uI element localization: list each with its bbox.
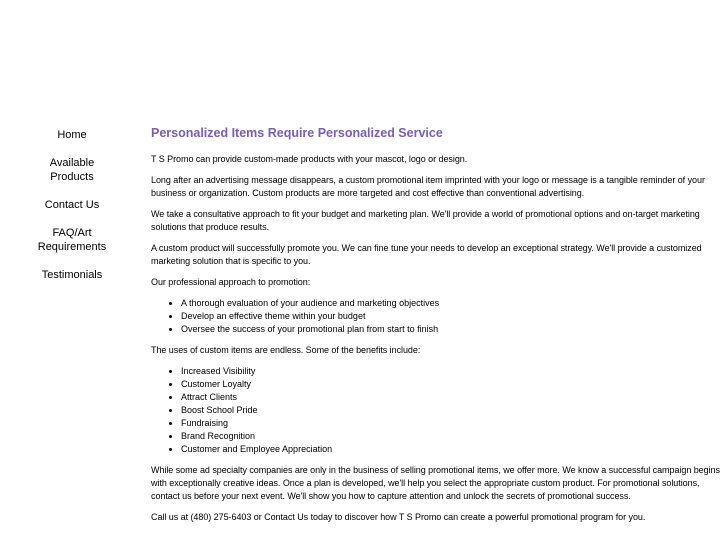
nav-contact-us-label: Contact Us bbox=[44, 199, 100, 211]
sidebar-nav bbox=[14, 128, 130, 296]
approach-heading: Our professional approach to promotion: bbox=[151, 277, 311, 287]
list-item: • Customer Loyalty bbox=[181, 378, 721, 391]
benefits-heading: The uses of custom items are endless. Some of the benefits include: bbox=[151, 345, 421, 355]
list-item: • Increased Visibility bbox=[181, 365, 721, 378]
creative-ideas-paragraph: While some ad specialty companies are only in the business of selling promotional items, we offer more. We know a successful campaign begins with exceptionally creative ideas. Once a plan is developed, we'll help you select the appropriate custom product. For promotional solutions, contact us before your next event. We'll show you how to capture attention and unlock the secrets of promotional success. bbox=[151, 465, 720, 501]
nav-home-label: Home bbox=[57, 129, 87, 141]
main-content bbox=[151, 125, 721, 532]
list-item: • Fundraising bbox=[181, 417, 721, 430]
call-to-action-paragraph: Call us at (480) 275-6403 or Contact Us today to discover how T S Promo can create a powerful promotional program for you. bbox=[151, 512, 646, 522]
nav-faq-art-label-line2: Requirements bbox=[37, 241, 107, 253]
nav-testimonials-label: Testimonials bbox=[41, 269, 103, 281]
list-item: • Boost School Pride bbox=[181, 404, 721, 417]
nav-faq-art-link[interactable] bbox=[14, 226, 130, 254]
reminder-paragraph: Long after an advertising message disappears, a custom promotional item imprinted with your logo or message is a tangible reminder of your business or organization. Custom products are more targeted and cost effective than conventional advertising. bbox=[151, 175, 705, 198]
promote-paragraph: A custom product will successfully promote you. We can fine tune your needs to develop an exceptional strategy. We'll provide a customized marketing solution that is specific to you. bbox=[151, 243, 702, 266]
nav-faq-art-label-line1: FAQ/Art bbox=[52, 227, 92, 239]
nav-contact-us-link[interactable] bbox=[14, 198, 130, 212]
nav-available-products-link[interactable] bbox=[14, 156, 130, 184]
list-item: • Customer and Employee Appreciation bbox=[181, 443, 721, 456]
nav-available-products-label-line2: Products bbox=[50, 171, 94, 183]
list-item: • Brand Recognition bbox=[181, 430, 721, 443]
list-item: • Oversee the success of your promotional plan from start to finish bbox=[181, 323, 721, 336]
intro-paragraph: T S Promo can provide custom-made products with your mascot, logo or design. bbox=[151, 154, 468, 164]
list-item: • A thorough evaluation of your audience and marketing objectives bbox=[181, 297, 721, 310]
page-title: Personalized Items Require Personalized Service bbox=[151, 126, 443, 140]
nav-home-link[interactable] bbox=[14, 128, 130, 142]
approach-list bbox=[151, 297, 721, 336]
nav-available-products-label-line1: Available bbox=[49, 157, 95, 169]
benefits-list bbox=[151, 365, 721, 456]
consultative-paragraph: We take a consultative approach to fit your budget and marketing plan. We'll provide a world of promotional options and on-target marketing solutions that produce results. bbox=[151, 209, 700, 232]
list-item: • Attract Clients bbox=[181, 391, 721, 404]
list-item: • Develop an effective theme within your budget bbox=[181, 310, 721, 323]
nav-testimonials-link[interactable] bbox=[14, 268, 130, 282]
